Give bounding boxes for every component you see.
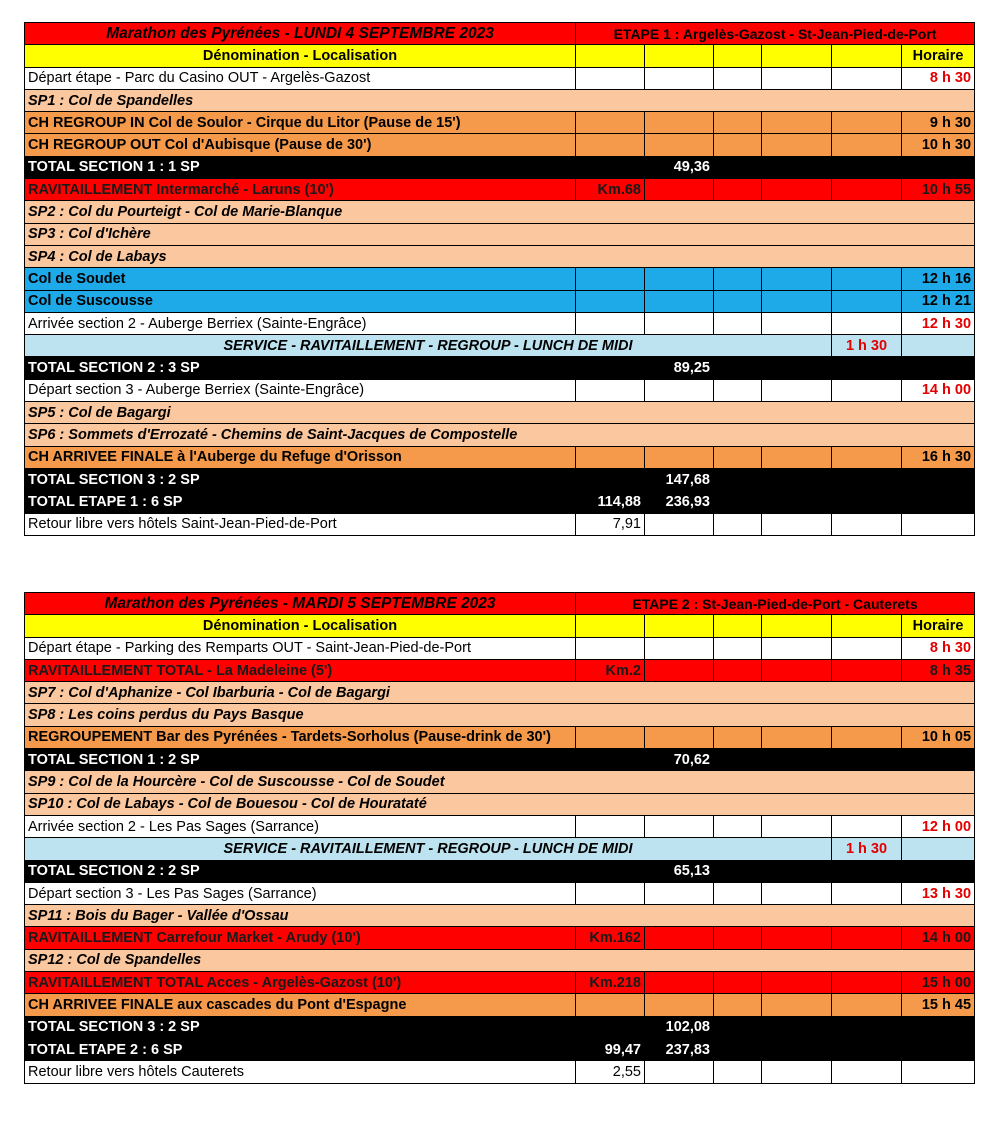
empty-cell: [645, 268, 714, 290]
location-label: Retour libre vers hôtels Cauterets: [25, 1061, 576, 1083]
time-cell: 8 h 30: [902, 637, 975, 659]
special-stage-label: SP5 : Col de Bagargi: [25, 402, 975, 424]
empty-cell: [832, 972, 902, 994]
location-column-header: Dénomination - Localisation: [25, 45, 576, 67]
km-cell: Km.162: [576, 927, 645, 949]
empty-header-cell: [714, 615, 762, 637]
empty-cell: [762, 882, 832, 904]
empty-cell: [832, 67, 902, 89]
empty-cell: [714, 659, 762, 681]
row-blue: [25, 290, 975, 312]
special-stage-label: SP9 : Col de la Hourcère - Col de Suscousse - Col de Soudet: [25, 771, 975, 793]
empty-cell: [832, 290, 902, 312]
empty-header-cell: [576, 615, 645, 637]
total-km: 70,62: [645, 749, 714, 771]
stage-route: ETAPE 1 : Argelès-Gazost - St-Jean-Pied-de-Port: [576, 23, 975, 45]
km-cell: [576, 446, 645, 468]
row-special: [25, 704, 975, 726]
total-filler: [714, 749, 975, 771]
total-label: TOTAL ETAPE 2 : 6 SP: [25, 1038, 576, 1060]
empty-cell: [645, 726, 714, 748]
location-label: Arrivée section 2 - Les Pas Sages (Sarrance): [25, 815, 576, 837]
empty-cell: [832, 637, 902, 659]
time-cell: 15 h 45: [902, 994, 975, 1016]
empty-cell: [714, 726, 762, 748]
total-label: TOTAL SECTION 3 : 2 SP: [25, 468, 576, 490]
total-km: 147,68: [645, 468, 714, 490]
time-cell: 12 h 30: [902, 312, 975, 334]
row-red: [25, 659, 975, 681]
empty-header-cell: [645, 45, 714, 67]
row-white: [25, 815, 975, 837]
empty-cell: [762, 513, 832, 535]
time-cell: 14 h 00: [902, 379, 975, 401]
row-orange: [25, 726, 975, 748]
location-column-header: Dénomination - Localisation: [25, 615, 576, 637]
empty-cell: [762, 179, 832, 201]
empty-header-cell: [762, 45, 832, 67]
location-label: REGROUPEMENT Bar des Pyrénées - Tardets-Sorholus (Pause-drink de 30'): [25, 726, 576, 748]
time-cell: 9 h 30: [902, 112, 975, 134]
empty-header-cell: [832, 615, 902, 637]
empty-header-cell: [714, 45, 762, 67]
total-label: TOTAL SECTION 2 : 3 SP: [25, 357, 576, 379]
total-label: TOTAL SECTION 1 : 2 SP: [25, 749, 576, 771]
km-cell: [576, 726, 645, 748]
empty-cell: [714, 112, 762, 134]
stage-table-1: [24, 22, 975, 536]
row-blue: [25, 268, 975, 290]
empty-time-cell: [902, 838, 975, 860]
location-label: Départ étape - Parking des Remparts OUT - Saint-Jean-Pied-de-Port: [25, 637, 576, 659]
empty-cell: [762, 972, 832, 994]
empty-cell: [714, 179, 762, 201]
special-stage-label: SP6 : Sommets d'Errozaté - Chemins de Saint-Jacques de Compostelle: [25, 424, 975, 446]
empty-cell: [645, 312, 714, 334]
km-cell: [576, 290, 645, 312]
row-total: [25, 1038, 975, 1060]
total-filler: [714, 491, 975, 513]
special-stage-label: SP1 : Col de Spandelles: [25, 89, 975, 111]
stage-table-2: [24, 592, 975, 1084]
total-filler: [714, 1016, 975, 1038]
time-cell: 13 h 30: [902, 882, 975, 904]
empty-cell: [762, 994, 832, 1016]
row-special: [25, 771, 975, 793]
time-cell: 12 h 21: [902, 290, 975, 312]
total-km: 237,83: [645, 1038, 714, 1060]
time-cell: 10 h 05: [902, 726, 975, 748]
row-total: [25, 468, 975, 490]
empty-cell: [645, 637, 714, 659]
empty-cell: [832, 134, 902, 156]
stage-header: [25, 593, 975, 615]
time-cell: 10 h 30: [902, 134, 975, 156]
empty-cell: [645, 290, 714, 312]
location-label: RAVITAILLEMENT TOTAL - La Madeleine (5'): [25, 659, 576, 681]
time-column-header: Horaire: [902, 45, 975, 67]
row-special: [25, 905, 975, 927]
location-label: Col de Soudet: [25, 268, 576, 290]
row-total: [25, 749, 975, 771]
empty-cell: [714, 882, 762, 904]
total-km: 236,93: [645, 491, 714, 513]
total-km: 89,25: [645, 357, 714, 379]
empty-cell: [714, 513, 762, 535]
empty-cell: [832, 446, 902, 468]
empty-cell: [645, 446, 714, 468]
empty-cell: [832, 513, 902, 535]
location-label: Arrivée section 2 - Auberge Berriex (Sainte-Engrâce): [25, 312, 576, 334]
row-white: [25, 1061, 975, 1083]
time-cell: 12 h 00: [902, 815, 975, 837]
service-label: SERVICE - RAVITAILLEMENT - REGROUP - LUNCH DE MIDI: [25, 335, 832, 357]
column-header-row: [25, 615, 975, 637]
special-stage-label: SP8 : Les coins perdus du Pays Basque: [25, 704, 975, 726]
total-partial-km: [576, 749, 645, 771]
special-stage-label: SP11 : Bois du Bager - Vallée d'Ossau: [25, 905, 975, 927]
total-partial-km: [576, 357, 645, 379]
location-label: Départ section 3 - Les Pas Sages (Sarrance): [25, 882, 576, 904]
location-label: RAVITAILLEMENT Carrefour Market - Arudy (10'): [25, 927, 576, 949]
km-cell: 2,55: [576, 1061, 645, 1083]
empty-cell: [714, 134, 762, 156]
row-total: [25, 860, 975, 882]
special-stage-label: SP7 : Col d'Aphanize - Col Ibarburia - Col de Bagargi: [25, 682, 975, 704]
time-cell: [902, 1061, 975, 1083]
empty-cell: [762, 927, 832, 949]
total-label: TOTAL SECTION 2 : 2 SP: [25, 860, 576, 882]
empty-cell: [714, 379, 762, 401]
row-red: [25, 927, 975, 949]
empty-header-cell: [645, 615, 714, 637]
row-service: [25, 838, 975, 860]
empty-cell: [762, 1061, 832, 1083]
empty-cell: [645, 67, 714, 89]
row-white: [25, 379, 975, 401]
km-cell: [576, 67, 645, 89]
total-partial-km: [576, 860, 645, 882]
stage-title: Marathon des Pyrénées - LUNDI 4 SEPTEMBRE 2023: [25, 23, 576, 45]
empty-cell: [714, 972, 762, 994]
column-header-row: [25, 45, 975, 67]
location-label: RAVITAILLEMENT TOTAL Acces - Argelès-Gazost (10'): [25, 972, 576, 994]
special-stage-label: SP10 : Col de Labays - Col de Bouesou - Col de Hourataté: [25, 793, 975, 815]
total-km: 65,13: [645, 860, 714, 882]
km-cell: Km.68: [576, 179, 645, 201]
total-filler: [714, 156, 975, 178]
total-filler: [714, 1038, 975, 1060]
row-special: [25, 89, 975, 111]
empty-cell: [714, 290, 762, 312]
km-cell: [576, 112, 645, 134]
empty-cell: [714, 67, 762, 89]
row-orange: [25, 994, 975, 1016]
empty-cell: [832, 1061, 902, 1083]
row-special: [25, 682, 975, 704]
empty-cell: [714, 312, 762, 334]
km-cell: 7,91: [576, 513, 645, 535]
row-white: [25, 312, 975, 334]
empty-cell: [762, 726, 832, 748]
km-cell: [576, 379, 645, 401]
total-filler: [714, 860, 975, 882]
pause-duration: 1 h 30: [832, 335, 902, 357]
empty-cell: [714, 446, 762, 468]
row-white: [25, 637, 975, 659]
empty-cell: [762, 312, 832, 334]
empty-cell: [762, 659, 832, 681]
empty-cell: [762, 67, 832, 89]
empty-cell: [762, 134, 832, 156]
empty-cell: [645, 927, 714, 949]
empty-cell: [832, 179, 902, 201]
row-special: [25, 793, 975, 815]
row-special: [25, 245, 975, 267]
total-km: 49,36: [645, 156, 714, 178]
km-cell: [576, 882, 645, 904]
empty-cell: [762, 112, 832, 134]
stage-header: [25, 23, 975, 45]
empty-cell: [832, 659, 902, 681]
stage-route: ETAPE 2 : St-Jean-Pied-de-Port - Cauterets: [576, 593, 975, 615]
row-red: [25, 179, 975, 201]
row-special: [25, 949, 975, 971]
empty-cell: [714, 815, 762, 837]
km-cell: [576, 637, 645, 659]
time-column-header: Horaire: [902, 615, 975, 637]
special-stage-label: SP3 : Col d'Ichère: [25, 223, 975, 245]
empty-cell: [832, 312, 902, 334]
empty-header-cell: [762, 615, 832, 637]
time-cell: 16 h 30: [902, 446, 975, 468]
row-special: [25, 201, 975, 223]
total-km: 102,08: [645, 1016, 714, 1038]
empty-time-cell: [902, 335, 975, 357]
empty-cell: [714, 994, 762, 1016]
time-cell: 12 h 16: [902, 268, 975, 290]
empty-cell: [645, 379, 714, 401]
km-cell: [576, 815, 645, 837]
location-label: CH ARRIVEE FINALE aux cascades du Pont d'Espagne: [25, 994, 576, 1016]
location-label: Col de Suscousse: [25, 290, 576, 312]
empty-cell: [762, 637, 832, 659]
empty-cell: [645, 659, 714, 681]
row-total: [25, 357, 975, 379]
empty-cell: [645, 1061, 714, 1083]
empty-cell: [762, 268, 832, 290]
empty-cell: [762, 815, 832, 837]
special-stage-label: SP4 : Col de Labays: [25, 245, 975, 267]
empty-cell: [832, 927, 902, 949]
empty-cell: [762, 290, 832, 312]
empty-cell: [645, 179, 714, 201]
time-cell: 14 h 00: [902, 927, 975, 949]
km-cell: Km.218: [576, 972, 645, 994]
empty-cell: [645, 972, 714, 994]
row-special: [25, 424, 975, 446]
empty-cell: [832, 268, 902, 290]
empty-cell: [832, 379, 902, 401]
special-stage-label: SP2 : Col du Pourteigt - Col de Marie-Blanque: [25, 201, 975, 223]
stage-title: Marathon des Pyrénées - MARDI 5 SEPTEMBRE 2023: [25, 593, 576, 615]
total-label: TOTAL SECTION 1 : 1 SP: [25, 156, 576, 178]
total-filler: [714, 468, 975, 490]
km-cell: [576, 312, 645, 334]
pause-duration: 1 h 30: [832, 838, 902, 860]
km-cell: [576, 134, 645, 156]
location-label: Départ étape - Parc du Casino OUT - Argelès-Gazost: [25, 67, 576, 89]
location-label: RAVITAILLEMENT Intermarché - Laruns (10'): [25, 179, 576, 201]
empty-cell: [832, 994, 902, 1016]
empty-cell: [714, 927, 762, 949]
empty-cell: [762, 379, 832, 401]
location-label: CH REGROUP OUT Col d'Aubisque (Pause de 30'): [25, 134, 576, 156]
row-total: [25, 491, 975, 513]
time-cell: 15 h 00: [902, 972, 975, 994]
time-cell: 8 h 30: [902, 67, 975, 89]
empty-cell: [645, 513, 714, 535]
empty-cell: [645, 882, 714, 904]
empty-header-cell: [832, 45, 902, 67]
empty-cell: [645, 112, 714, 134]
location-label: Retour libre vers hôtels Saint-Jean-Pied-de-Port: [25, 513, 576, 535]
total-filler: [714, 357, 975, 379]
service-label: SERVICE - RAVITAILLEMENT - REGROUP - LUNCH DE MIDI: [25, 838, 832, 860]
location-label: CH REGROUP IN Col de Soulor - Cirque du Litor (Pause de 15'): [25, 112, 576, 134]
empty-cell: [762, 446, 832, 468]
row-total: [25, 1016, 975, 1038]
empty-cell: [714, 268, 762, 290]
km-cell: Km.2: [576, 659, 645, 681]
time-cell: [902, 513, 975, 535]
empty-cell: [645, 134, 714, 156]
total-partial-km: 99,47: [576, 1038, 645, 1060]
km-cell: [576, 268, 645, 290]
row-service: [25, 335, 975, 357]
row-special: [25, 223, 975, 245]
total-partial-km: [576, 468, 645, 490]
empty-cell: [714, 1061, 762, 1083]
km-cell: [576, 994, 645, 1016]
row-white: [25, 67, 975, 89]
empty-cell: [714, 637, 762, 659]
total-partial-km: [576, 156, 645, 178]
total-label: TOTAL SECTION 3 : 2 SP: [25, 1016, 576, 1038]
empty-cell: [832, 815, 902, 837]
row-orange: [25, 112, 975, 134]
row-white: [25, 513, 975, 535]
empty-header-cell: [576, 45, 645, 67]
special-stage-label: SP12 : Col de Spandelles: [25, 949, 975, 971]
row-orange: [25, 134, 975, 156]
total-label: TOTAL ETAPE 1 : 6 SP: [25, 491, 576, 513]
row-total: [25, 156, 975, 178]
empty-cell: [645, 994, 714, 1016]
row-orange: [25, 446, 975, 468]
total-partial-km: 114,88: [576, 491, 645, 513]
empty-cell: [832, 882, 902, 904]
row-white: [25, 882, 975, 904]
location-label: Départ section 3 - Auberge Berriex (Sainte-Engrâce): [25, 379, 576, 401]
row-red: [25, 972, 975, 994]
empty-cell: [645, 815, 714, 837]
location-label: CH ARRIVEE FINALE à l'Auberge du Refuge d'Orisson: [25, 446, 576, 468]
row-special: [25, 402, 975, 424]
empty-cell: [832, 112, 902, 134]
time-cell: 10 h 55: [902, 179, 975, 201]
total-partial-km: [576, 1016, 645, 1038]
time-cell: 8 h 35: [902, 659, 975, 681]
empty-cell: [832, 726, 902, 748]
